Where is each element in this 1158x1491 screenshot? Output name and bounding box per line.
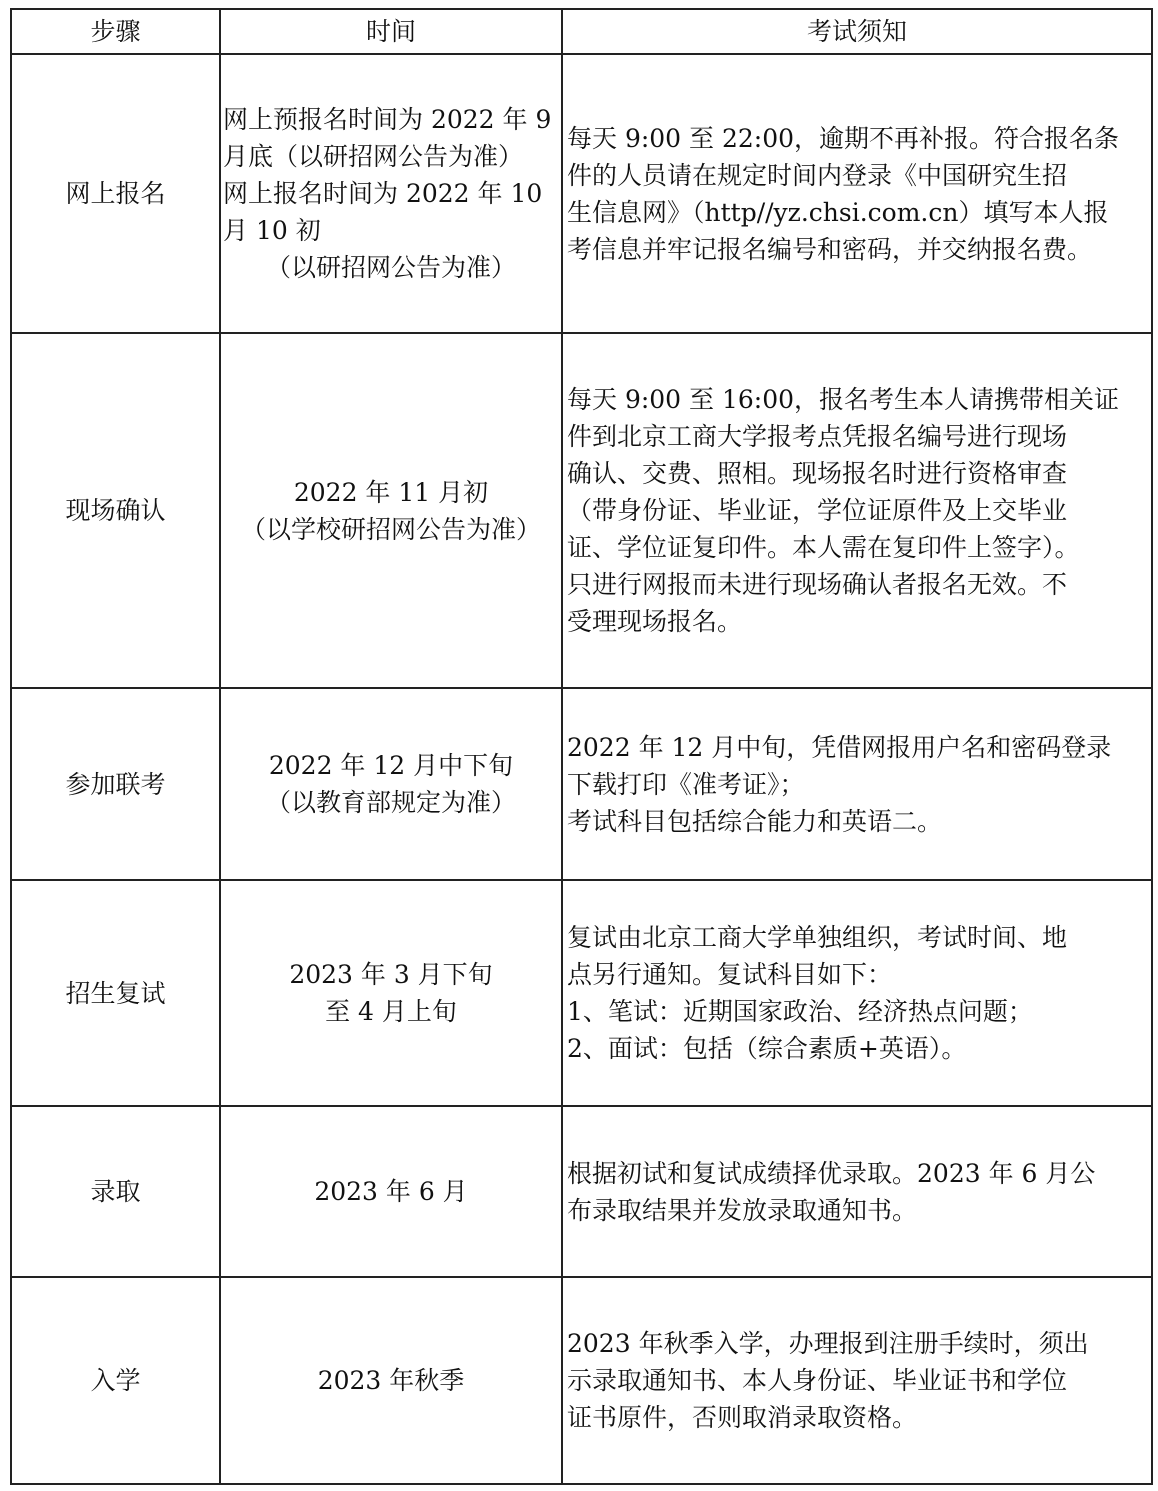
time-cell — [220, 333, 562, 688]
step-cell: 录取 — [11, 1106, 220, 1277]
notice-line: 2、面试：包括（综合素质+英语）。 — [567, 1034, 967, 1063]
time-line: （以学校研招网公告为准） — [240, 514, 541, 544]
notice-cell — [562, 1277, 1152, 1484]
time-line: 网上报名时间为 2022 年 10 — [223, 179, 543, 208]
table-row — [11, 54, 1152, 333]
step-cell: 网上报名 — [11, 54, 220, 333]
notice-line: 受理现场报名。 — [567, 607, 743, 636]
step-cell: 参加联考 — [11, 688, 220, 880]
notice-line: 每天 9:00 至 16:00，报名考生本人请携带相关证 — [567, 385, 1120, 414]
time-cell — [220, 1106, 562, 1277]
step-cell: 招生复试 — [11, 880, 220, 1106]
notice-line: 点另行通知。复试科目如下： — [567, 960, 893, 989]
time-line: 月底（以研招网公告为准） — [223, 142, 524, 171]
table-row — [11, 880, 1152, 1106]
time-line: 至 4 月上旬 — [325, 997, 457, 1026]
header-notice: 考试须知 — [562, 9, 1152, 54]
notice-line: 1、笔试：近期国家政治、经济热点问题； — [567, 997, 1033, 1026]
notice-cell — [562, 333, 1152, 688]
time-cell — [220, 1277, 562, 1484]
header-step: 步骤 — [11, 9, 220, 54]
time-line: 2022 年 12 月中下旬 — [268, 751, 514, 780]
notice-line: 证、学位证复印件。本人需在复印件上签字）。 — [567, 533, 1080, 562]
time-line: 2023 年 3 月下旬 — [289, 960, 493, 989]
admission-schedule-table — [10, 8, 1153, 1485]
notice-line: 2023 年秋季入学，办理报到注册手续时，须出 — [567, 1329, 1089, 1358]
time-cell — [220, 688, 562, 880]
time-line: （以教育部规定为准） — [265, 788, 516, 817]
notice-line: 2022 年 12 月中旬，凭借网报用户名和密码登录 — [567, 732, 1112, 762]
time-line: 2023 年秋季 — [317, 1366, 465, 1395]
notice-line: 下载打印《准考证》； — [567, 769, 805, 799]
time-line: 网上预报名时间为 2022 年 9 — [223, 105, 552, 134]
notice-line: 只进行网报而未进行现场确认者报名无效。不 — [567, 570, 1068, 599]
notice-line: 考信息并牢记报名编号和密码，并交纳报名费。 — [567, 234, 1093, 264]
table-row — [11, 1106, 1152, 1277]
time-line: （以研招网公告为准） — [265, 253, 516, 282]
notice-line: 件到北京工商大学报考点凭报名编号进行现场 — [567, 422, 1068, 451]
step-cell: 入学 — [11, 1277, 220, 1484]
notice-line: 考试科目包括综合能力和英语二。 — [567, 806, 943, 836]
notice-line: （带身份证、毕业证，学位证原件及上交毕业 — [567, 496, 1068, 525]
time-cell — [220, 54, 562, 333]
notice-line: 件的人员请在规定时间内登录《中国研究生招 — [567, 160, 1068, 190]
notice-line: 示录取通知书、本人身份证、毕业证书和学位 — [567, 1366, 1068, 1395]
notice-cell — [562, 1106, 1152, 1277]
header-row — [11, 9, 1152, 54]
step-cell: 现场确认 — [11, 333, 220, 688]
time-line: 月 10 初 — [223, 216, 321, 245]
notice-cell — [562, 54, 1152, 333]
notice-line: 证书原件，否则取消录取资格。 — [567, 1403, 918, 1432]
time-line: 2023 年 6 月 — [314, 1177, 468, 1206]
time-cell — [220, 880, 562, 1106]
table-row — [11, 688, 1152, 880]
notice-line: 根据初试和复试成绩择优录取。2023 年 6 月公 — [567, 1158, 1096, 1188]
time-line: 2022 年 11 月初 — [293, 477, 489, 507]
notice-cell — [562, 688, 1152, 880]
notice-cell — [562, 880, 1152, 1106]
notice-line: 确认、交费、照相。现场报名时进行资格审查 — [567, 459, 1068, 488]
notice-line: 布录取结果并发放录取通知书。 — [567, 1195, 918, 1225]
table-row — [11, 333, 1152, 688]
header-time: 时间 — [220, 9, 562, 54]
notice-line: 每天 9:00 至 22:00，逾期不再补报。符合报名条 — [567, 123, 1120, 153]
table-row — [11, 1277, 1152, 1484]
notice-line: 生信息网》（http//yz.chsi.com.cn）填写本人报 — [567, 197, 1109, 227]
notice-line: 复试由北京工商大学单独组织，考试时间、地 — [567, 923, 1068, 952]
